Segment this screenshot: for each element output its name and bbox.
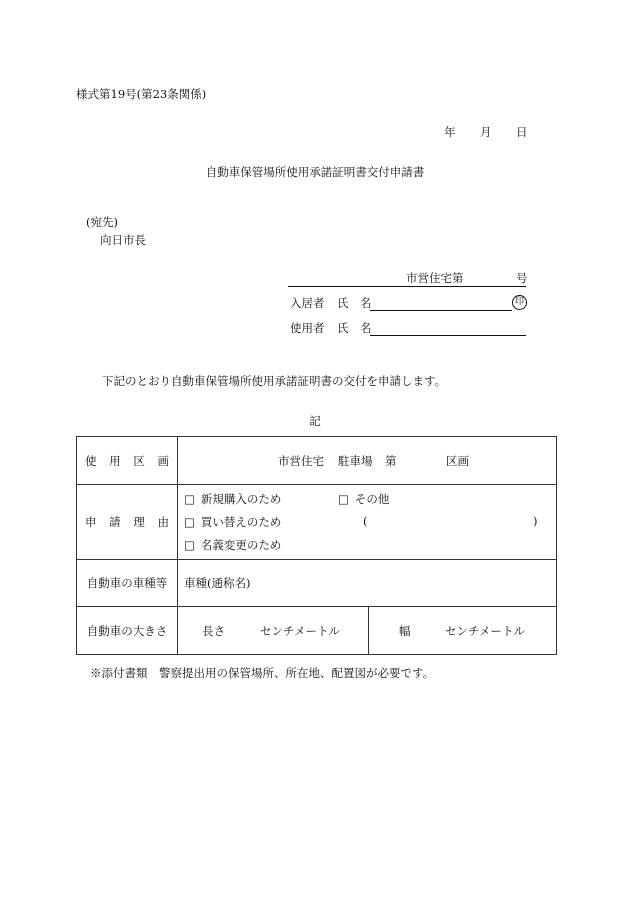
reason-option-label: 名義変更のため xyxy=(200,538,282,552)
resident-role-label: 入居者 xyxy=(290,296,325,310)
vehicle-type-cell[interactable] xyxy=(178,560,557,607)
length-unit: センチメートル xyxy=(260,624,341,638)
width-unit: センチメートル xyxy=(445,624,526,638)
other-paren-open: ( xyxy=(363,514,368,528)
reason-option-label: 新規購入のため xyxy=(200,492,282,506)
housing-label: 市営住宅第 xyxy=(406,271,464,285)
row-label-char: 請 xyxy=(109,515,121,529)
addressee-label: (宛先) xyxy=(86,215,118,229)
other-paren-close: ) xyxy=(533,514,538,528)
reason-option-replacement[interactable] xyxy=(184,514,281,530)
row-label-parking-section xyxy=(77,437,178,485)
checkbox-icon[interactable]: □ xyxy=(338,492,349,506)
user-role-label: 使用者 xyxy=(290,321,325,335)
seal-icon: 印 xyxy=(512,295,527,310)
document-title: 自動車保管場所使用承諾証明書交付申請書 xyxy=(205,165,425,179)
body-text: 下記のとおり自動車保管場所使用承諾証明書の交付を申請します。 xyxy=(102,374,447,388)
application-table xyxy=(76,436,557,655)
parking-label: 駐車場 xyxy=(338,454,373,468)
table-row-reason xyxy=(77,485,557,560)
row-label-text: 自動車の大きさ xyxy=(86,623,168,638)
row-label-char: 申 xyxy=(85,515,97,529)
vehicle-length-cell[interactable] xyxy=(178,607,369,655)
checkbox-icon[interactable]: □ xyxy=(184,515,195,529)
ki-heading: 記 xyxy=(309,414,321,428)
parking-housing-label: 市営住宅 xyxy=(278,454,324,468)
checkbox-icon[interactable]: □ xyxy=(184,492,195,506)
reason-option-label: その他 xyxy=(354,492,390,506)
addressee-name: 向日市長 xyxy=(100,233,146,247)
vehicle-width-cell[interactable] xyxy=(369,607,557,655)
width-label: 幅 xyxy=(399,624,411,638)
reason-option-label: 買い替えのため xyxy=(200,515,282,529)
row-label-char: 画 xyxy=(157,453,169,468)
resident-name-field[interactable] xyxy=(370,310,512,311)
parking-section-cell[interactable] xyxy=(178,437,557,485)
row-label-vehicle-size xyxy=(77,607,178,655)
date-day-label: 日 xyxy=(516,125,528,139)
user-name-label: 氏 名 xyxy=(337,321,372,335)
row-label-char: 用 xyxy=(109,453,121,468)
row-label-text: 自動車の車種等 xyxy=(86,576,168,590)
parking-dai-label: 第 xyxy=(385,454,397,468)
housing-number-suffix: 号 xyxy=(516,271,528,285)
table-row-parking-section xyxy=(77,437,557,485)
reason-option-other[interactable] xyxy=(338,491,389,507)
resident-name-label: 氏 名 xyxy=(337,296,372,310)
row-label-char: 区 xyxy=(133,453,145,468)
table-row-vehicle-type xyxy=(77,560,557,607)
checkbox-icon[interactable]: □ xyxy=(184,538,195,552)
row-label-char: 使 xyxy=(85,453,97,468)
housing-underline xyxy=(288,286,526,287)
date-year-label: 年 xyxy=(444,125,456,139)
row-label-text xyxy=(77,453,177,469)
length-label: 長さ xyxy=(202,624,225,638)
vehicle-type-label: 車種(通称名) xyxy=(184,576,251,590)
attachment-note: ※添付書類 警察提出用の保管場所、所在地、配置図が必要です。 xyxy=(90,666,435,680)
form-number: 様式第19号(第23条関係) xyxy=(76,87,207,101)
reason-cell xyxy=(178,485,557,560)
row-label-reason xyxy=(77,485,178,560)
row-label-char: 理 xyxy=(133,515,145,529)
user-name-field[interactable] xyxy=(370,335,526,336)
reason-option-new-purchase[interactable] xyxy=(184,491,281,507)
parking-section-label: 区画 xyxy=(446,454,469,468)
date-month-label: 月 xyxy=(480,125,492,139)
row-label-vehicle-type xyxy=(77,560,178,607)
row-label-char: 由 xyxy=(157,515,169,529)
table-row-vehicle-size xyxy=(77,607,557,655)
row-label-text xyxy=(77,514,177,530)
reason-option-name-change[interactable] xyxy=(184,537,281,553)
